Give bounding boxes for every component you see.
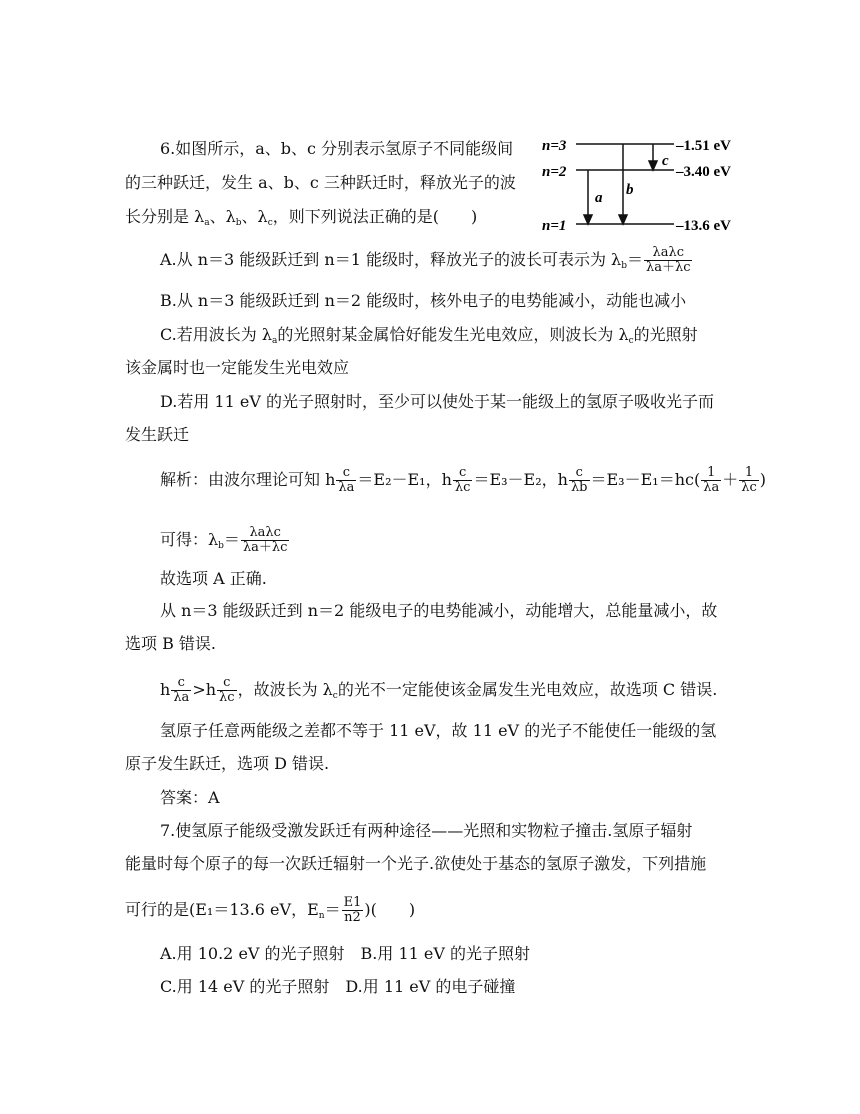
transition-label-c: c: [662, 153, 669, 169]
q6-option-c-line1: C.若用波长为 $\lambda_a$的光照射某金属恰好能发生光电效应，则波长为 $\lambda_c$的光照射: [160, 325, 698, 346]
solution-line3: 故选项 A 正确.: [160, 569, 267, 588]
q6-stem-line1: 6.如图所示，a、b、c 分别表示氢原子不同能级间: [160, 139, 514, 158]
transition-label-b: b: [626, 182, 634, 198]
solution-line5: 选项 B 错误.: [125, 634, 217, 653]
q6-stem-line2: 的三种跃迁，发生 a、b、c 三种跃迁时，释放光子的波: [125, 173, 516, 192]
q6-option-d-line1: D.若用 11 eV 的光子照射时，至少可以使处于某一能级上的氢原子吸收光子而: [160, 392, 714, 411]
solution-line7: 氢原子任意两能级之差都不等于 11 eV，故 11 eV 的光子不能使任一能级的氢: [160, 721, 717, 740]
q7-stem-line2: 能量时每个原子的每一次跃迁辐射一个光子.欲使处于基态的氢原子激发，下列措施: [125, 854, 707, 873]
q7-options-line1: A.用 10.2 eV 的光子照射 B.用 11 eV 的光子照射: [160, 944, 531, 963]
q7-stem-line3: 可行的是(E₁＝13.6 eV，$E_n=$ $\frac{E1}{n2}$ )( ): [125, 895, 416, 925]
level-label-n1: n=1: [542, 218, 567, 232]
energy-label-e1: –13.6 eV: [676, 218, 731, 232]
level-label-n3: n=3: [542, 138, 567, 154]
q6-option-c-line2: 该金属时也一定能发生光电效应: [125, 358, 350, 377]
q6-option-a: A.从 n＝3 能级跃迁到 n＝1 能级时，释放光子的波长可表示为 $\lambda_b=$ $\frac{\text{λaλc}}{\lambda a+\lambda c}$: [160, 245, 691, 275]
solution-line6: h $\frac{c}{\lambda a}$ >h $\frac{c}{\lambda c}$ ，故波长为 $\lambda_c$的光不一定能使该金属发生光电效应，故选项 C 错误.: [160, 675, 718, 705]
fraction: $\frac{\text{λaλc}}{\lambda a+\lambda c}$: [645, 245, 691, 275]
energy-level-diagram: [540, 132, 752, 232]
q6-stem-line3: 长分别是 $\lambda_a$、$\lambda_b$、$\lambda_c$，则下列说法正确的是( ): [125, 207, 478, 228]
q7-options-line2: C.用 14 eV 的光子照射 D.用 11 eV 的电子碰撞: [160, 977, 516, 996]
q6-option-d-line2: 发生跃迁: [125, 425, 190, 444]
q6-option-b: B.从 n＝3 能级跃迁到 n＝2 能级时，核外电子的电势能减小，动能也减小: [160, 291, 687, 310]
solution-line4: 从 n＝3 能级跃迁到 n＝2 能级电子的电势能减小，动能增大，总能量减小，故: [160, 601, 718, 620]
energy-label-e2: –3.40 eV: [676, 164, 731, 180]
solution-line1: 解析：由波尔理论可知 h $\frac{c}{\lambda a}$ ＝E₂－E₁，h $\frac{c}{\lambda c}$ ＝E₃－E₂，h $\frac{c}{\lambda b}$ ＝E₃－E₁＝hc( $\frac{1}{\lambda a}$ ＋ $\frac{1}{\lambda c}$ ): [160, 465, 766, 495]
transition-label-a: a: [595, 190, 603, 206]
q7-stem-line1: 7.使氢原子能级受激发跃迁有两种途径——光照和实物粒子撞击.氢原子辐射: [160, 821, 693, 840]
solution-line8: 原子发生跃迁，选项 D 错误.: [125, 754, 330, 773]
energy-label-e3: –1.51 eV: [676, 138, 731, 154]
level-label-n2: n=2: [542, 164, 567, 180]
answer: 答案：A: [160, 788, 220, 807]
solution-line2: 可得：$\lambda_b=$ $\frac{\text{λaλc}}{\lambda a+\lambda c}$: [160, 525, 288, 555]
